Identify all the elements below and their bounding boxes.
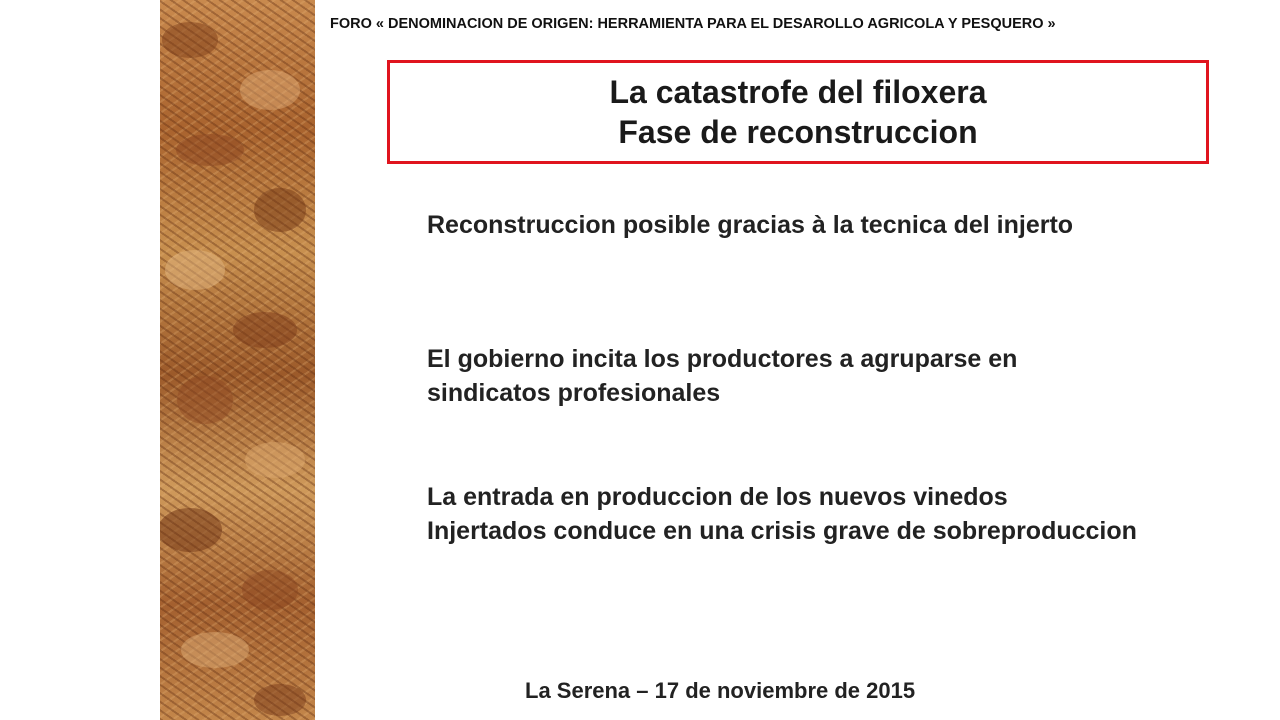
slide-title: La catastrofe del filoxera: [609, 74, 987, 110]
bullet-line: El gobierno incita los productores a agruparse en: [427, 345, 1018, 373]
forum-header: FORO « DENOMINACION DE ORIGEN: HERRAMIENTA PARA EL DESAROLLO AGRICOLA Y PESQUERO »: [330, 16, 1056, 32]
title-box: [387, 60, 1209, 164]
left-margin: [0, 0, 160, 720]
slide-subtitle: Fase de reconstruccion: [618, 114, 978, 150]
bullet-line: La entrada en produccion de los nuevos vinedos: [427, 483, 1008, 511]
bullet-line: Reconstruccion posible gracias à la tecnica del injerto: [427, 211, 1074, 239]
bullet-item: [427, 208, 1280, 242]
soil-texture-image: [160, 0, 315, 720]
bullet-item: [427, 480, 1280, 548]
footer-location-date: La Serena – 17 de noviembre de 2015: [525, 678, 916, 703]
bullet-item: [427, 342, 1280, 410]
soil-texture-pattern: [160, 0, 315, 720]
bullet-line: Injertados conduce en una crisis grave de sobreproduccion: [427, 517, 1137, 545]
bullet-line: sindicatos profesionales: [427, 379, 721, 407]
